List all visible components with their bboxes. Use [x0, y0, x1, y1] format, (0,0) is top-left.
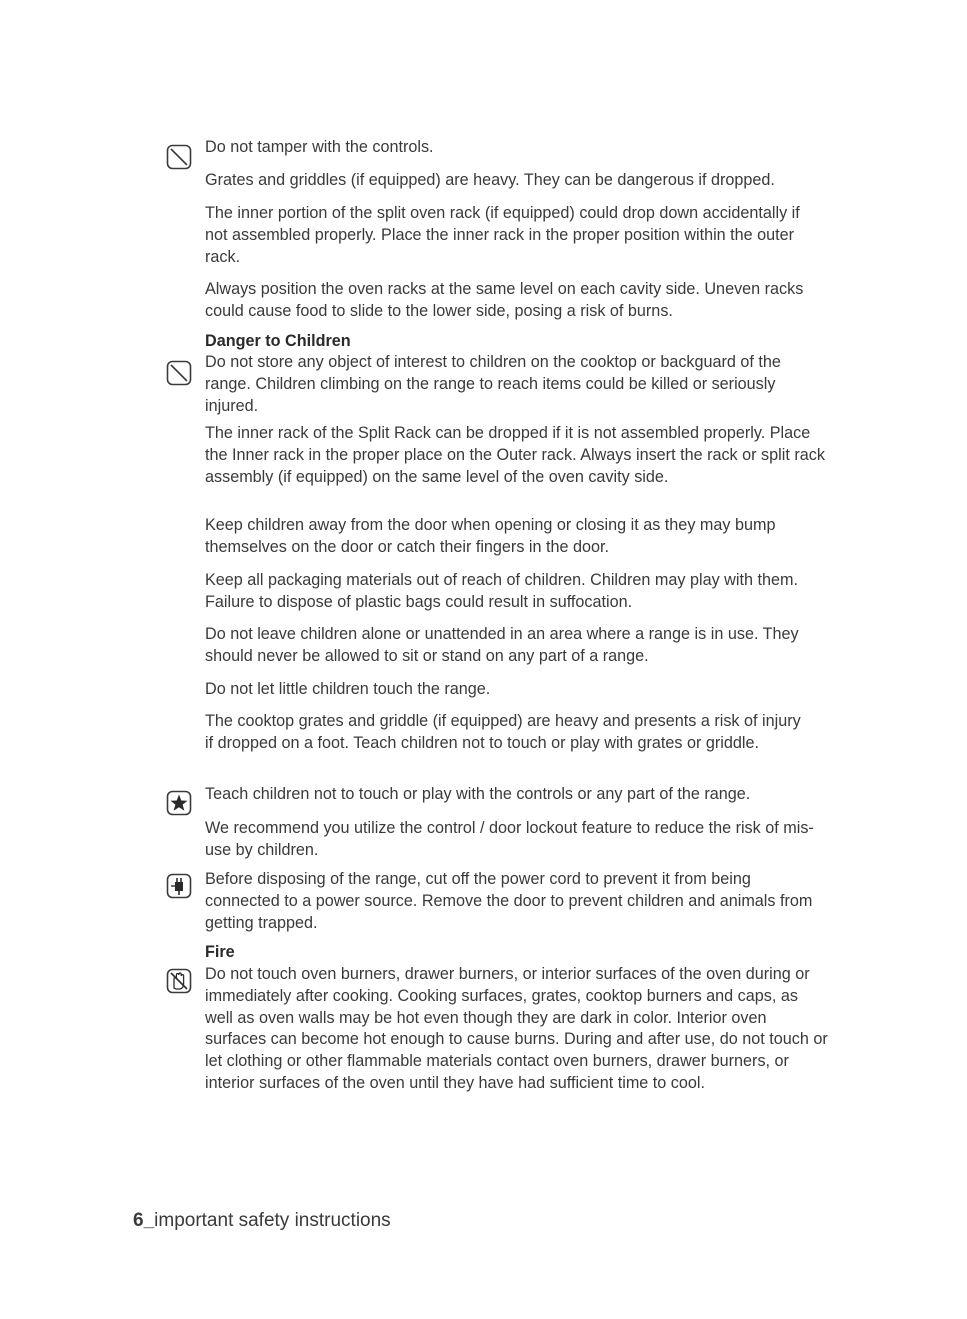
paragraph: Do not touch oven burners, drawer burners, or interior surfaces of the oven during or immediately after cooking. Cooking surfaces, grates, cooktop burners and caps, as well as oven walls may be hot even though they are dark in color. Interior oven surfaces can become hot enough to cause burns. During and after use, do not touch or let clothing or other flammable materials contact oven burners, drawer burners, or interior surfaces of the oven until they have had sufficient time to cool.	[205, 965, 828, 1092]
page-footer	[133, 1208, 391, 1234]
paragraph: Keep children away from the door when opening or closing it as they may bump themselves on the door or catch their fingers in the door.	[205, 516, 776, 556]
footer-title: important safety instructions	[154, 1210, 391, 1231]
paragraph: The inner portion of the split oven rack (if equipped) could drop down accidentally if not assembled properly. Place the inner rack in the proper position within the outer rack.	[205, 204, 800, 266]
paragraph: The inner rack of the Split Rack can be dropped if it is not assembled properly. Place the Inner rack in the proper place on the Outer rack. Always insert the rack or split rack assembly (if equipped) on the same level of the oven cavity side.	[205, 424, 825, 486]
prohibition-icon	[166, 144, 192, 170]
paragraph: Teach children not to touch or play with the controls or any part of the range.	[205, 785, 751, 803]
no-touch-icon	[166, 968, 192, 994]
paragraph: Always position the oven racks at the same level on each cavity side. Uneven racks could cause food to slide to the lower side, posing a risk of burns.	[205, 280, 804, 320]
section-heading: Fire	[205, 943, 235, 961]
paragraph: Do not tamper with the controls.	[205, 138, 434, 156]
paragraph: Do not store any object of interest to children on the cooktop or backguard of the range. Children climbing on the range to reach items could be killed or seriously injured.	[205, 353, 781, 415]
paragraph: We recommend you utilize the control / door lockout feature to reduce the risk of mis-use by children.	[205, 819, 814, 859]
section-heading: Danger to Children	[205, 332, 351, 350]
page-number: 6_	[133, 1210, 155, 1231]
paragraph: Do not leave children alone or unattended in an area where a range is in use. They should never be allowed to sit or stand on any part of a range.	[205, 625, 799, 665]
star-icon	[166, 790, 192, 816]
paragraph: Do not let little children touch the range.	[205, 680, 491, 698]
paragraph: Grates and griddles (if equipped) are heavy. They can be dangerous if dropped.	[205, 171, 775, 189]
paragraph: The cooktop grates and griddle (if equipped) are heavy and presents a risk of injury if dropped on a foot. Teach children not to touch or play with grates or griddle.	[205, 712, 801, 752]
unplug-icon	[166, 873, 192, 899]
prohibition-icon	[166, 360, 192, 386]
paragraph: Before disposing of the range, cut off the power cord to prevent it from being connected to a power source. Remove the door to prevent children and animals from getting trapped.	[205, 870, 813, 932]
paragraph: Keep all packaging materials out of reach of children. Children may play with them. Failure to dispose of plastic bags could result in suffocation.	[205, 571, 798, 611]
